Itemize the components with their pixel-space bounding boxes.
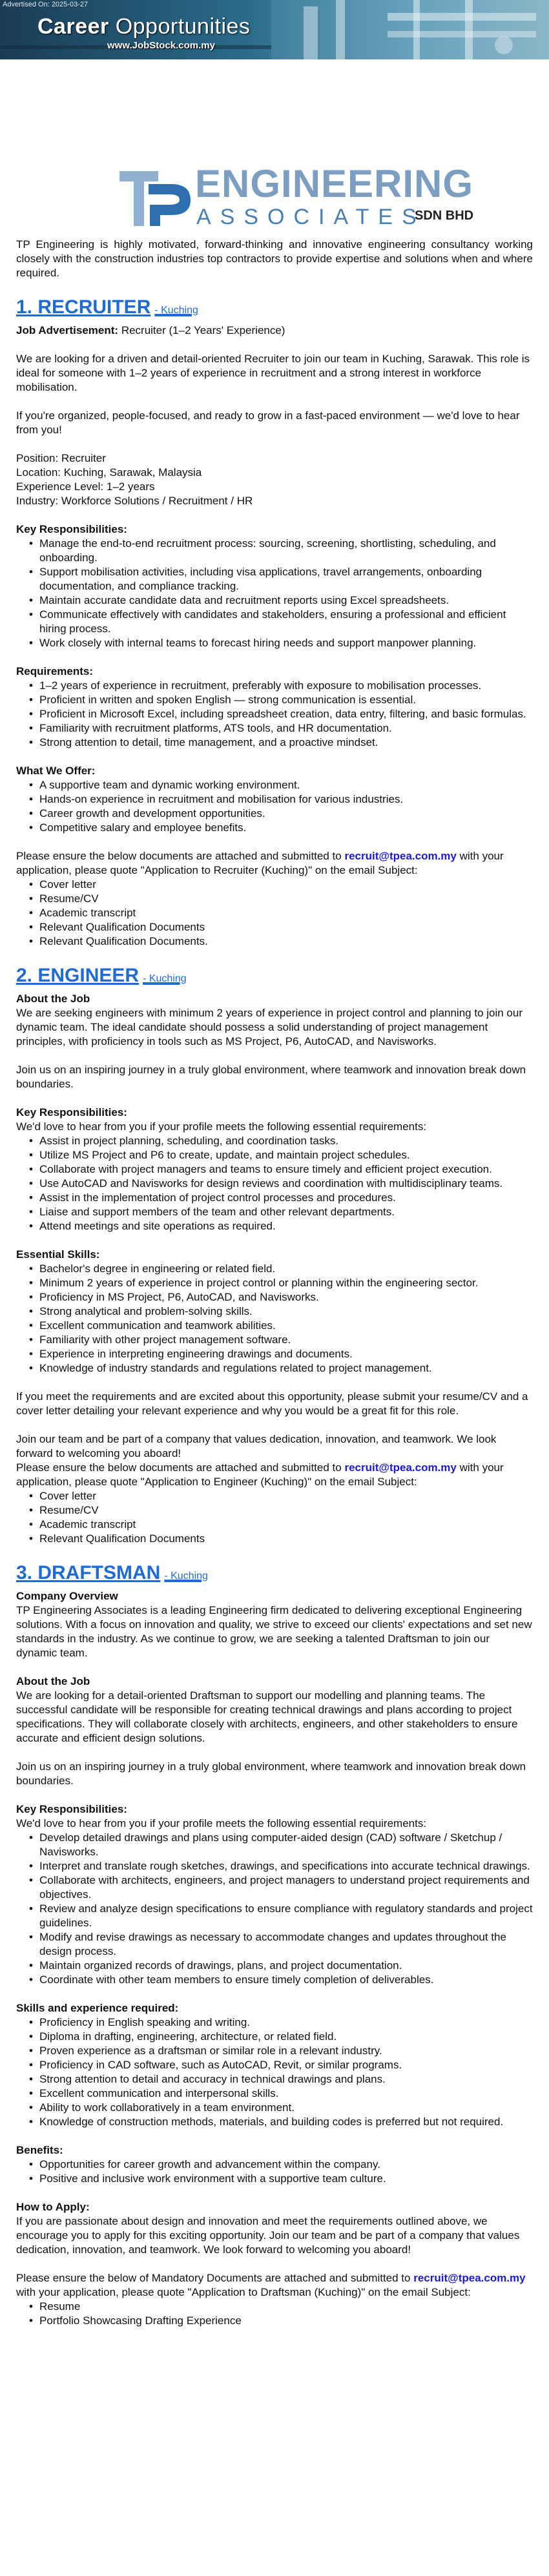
list-item: • Proficient in written and spoken English — strong communication is essential. xyxy=(29,693,533,707)
engineer-meet: If you meet the requirements and are excited about this opportunity, please submit your resume/CV and a cover letter detailing your relevant experience and why you would be a great fit for this role. xyxy=(16,1390,528,1417)
list-item: • Academic transcript xyxy=(29,906,533,920)
engineer-skills-list xyxy=(29,1262,533,1376)
list-item: • Knowledge of industry standards and regulations related to project management. xyxy=(29,1361,533,1376)
list-item: • Strong attention to detail and accuracy in technical drawings and plans. xyxy=(29,2072,533,2087)
list-item: • Positive and inclusive work environment with a supportive team culture. xyxy=(29,2172,533,2186)
engineer-resp-intro: We'd love to hear from you if your profile meets the following essential requirements: xyxy=(16,1120,427,1133)
draftsman-resp-head: Key Responsibilities: xyxy=(16,1803,127,1815)
list-item: • Collaborate with project managers and teams to ensure timely and efficient project execution. xyxy=(29,1162,533,1177)
recruiter-location-line: Location: Kuching, Sarawak, Malaysia xyxy=(16,466,202,479)
list-item: • Diploma in drafting, engineering, architecture, or related field. xyxy=(29,2030,533,2044)
email-link[interactable]: recruit@tpea.com.my xyxy=(344,1461,457,1474)
recruiter-location: - Kuching xyxy=(154,305,198,316)
list-item: • Work closely with internal teams to forecast hiring needs and support manpower planning. xyxy=(29,636,533,650)
recruiter-ad xyxy=(16,324,533,338)
list-item: • Portfolio Showcasing Drafting Experience xyxy=(29,2314,533,2328)
list-item: • Cover letter xyxy=(29,1489,533,1503)
list-item: • Resume/CV xyxy=(29,892,533,906)
engineer-join: Join our team and be part of a company that values dedication, innovation, and teamwork. We look forward to welcoming you aboard! xyxy=(16,1433,497,1459)
list-item: • Attend meetings and site operations as required. xyxy=(29,1219,533,1233)
recruiter-docs-list xyxy=(29,878,533,949)
company-logo xyxy=(116,162,478,229)
recruiter-experience: Experience Level: 1–2 years xyxy=(16,480,155,493)
list-item: • Utilize MS Project and P6 to create, update, and maintain project schedules. xyxy=(29,1148,533,1162)
ad-value: Recruiter (1–2 Years' Experience) xyxy=(121,324,285,336)
draftsman-benefits-head: Benefits: xyxy=(16,2144,63,2156)
recruiter-resp-list xyxy=(29,537,533,650)
logo-name: ENGINEERING xyxy=(195,162,474,205)
recruiter-p1: We are looking for a driven and detail-oriented Recruiter to join our team in Kuching, Sarawak. This role is ideal for someone with 1–2 years of experience in recruitment and a strong interest in workforce mobilisation. xyxy=(16,353,530,393)
list-item: • Proficient in Microsoft Excel, including spreadsheet creation, data entry, filtering, and basic formulas. xyxy=(29,707,533,721)
company-intro: TP Engineering is highly motivated, forward-thinking and innovative engineering consultancy working closely with the construction industries top contractors to provide expertise and solutions when and where required. xyxy=(16,238,533,279)
apply-text: Please ensure the below of Mandatory Documents are attached and submitted to xyxy=(16,2272,411,2284)
engineer-docs-list xyxy=(29,1489,533,1546)
apply-text: with your application, please quote "Application to Recruiter (Kuching)" on the email Subject: xyxy=(16,850,504,876)
engineer-apply xyxy=(16,1461,533,1489)
draftsman-benefits-list xyxy=(29,2158,533,2186)
engineer-resp-head: Key Responsibilities: xyxy=(16,1106,127,1118)
list-item: • Proficiency in English speaking and writing. xyxy=(29,2015,533,2030)
list-item: • Proven experience as a draftsman or similar role in a relevant industry. xyxy=(29,2044,533,2058)
banner-title-bold: Career xyxy=(37,14,109,39)
list-item: • Resume/CV xyxy=(29,1503,533,1518)
list-item: • Familiarity with other project management software. xyxy=(29,1333,533,1347)
list-item: • Excellent communication and interpersonal skills. xyxy=(29,2087,533,2101)
list-item: • Review and analyze design specifications to ensure compliance with regulatory standards and project guidelines. xyxy=(29,1902,533,1930)
banner-site-link[interactable]: www.JobStock.com.my xyxy=(107,40,215,51)
apply-text: Please ensure the below documents are attached and submitted to xyxy=(16,1461,342,1474)
engineer-about: We are seeking engineers with minimum 2 years of experience in project control and planning to join our dynamic team. The ideal candidate should possess a solid understanding of project management principles, with proficiency in tools such as MS Project, P6, AutoCAD, and Navisworks. xyxy=(16,1007,523,1047)
list-item: • Support mobilisation activities, including visa applications, travel arrangements, onboarding documentation, and compliance tracking. xyxy=(29,565,533,593)
list-item: • Coordinate with other team members to ensure timely completion of deliverables. xyxy=(29,1973,533,1987)
logo-sub: ASSOCIATES xyxy=(196,205,426,229)
advertised-date: Advertised On: 2025-03-27 xyxy=(3,1,88,8)
job-content xyxy=(16,238,533,2328)
recruiter-p2: If you're organized, people-focused, and ready to grow in a fast-paced environment — we'd love to hear from you! xyxy=(16,409,520,436)
list-item: • Strong analytical and problem-solving skills. xyxy=(29,1304,533,1319)
engineer-resp-list xyxy=(29,1134,533,1233)
draftsman-how-head: How to Apply: xyxy=(16,2201,90,2213)
list-item: • Proficiency in MS Project, P6, AutoCAD, and Navisworks. xyxy=(29,1290,533,1304)
draftsman-heading xyxy=(16,1560,533,1589)
apply-text: Please ensure the below documents are attached and submitted to xyxy=(16,850,342,862)
list-item: • Knowledge of construction methods, materials, and building codes is preferred but not required. xyxy=(29,2115,533,2129)
list-item: • Competitive salary and employee benefits. xyxy=(29,821,533,835)
engineer-skills-head: Essential Skills: xyxy=(16,1248,100,1261)
draftsman-journey: Join us on an inspiring journey in a truly global environment, where teamwork and innovation break down boundaries. xyxy=(16,1760,526,1787)
logo-sdn: SDN BHD xyxy=(415,209,474,223)
recruiter-req-list xyxy=(29,679,533,750)
recruiter-resp-head: Key Responsibilities: xyxy=(16,523,127,535)
draftsman-apply xyxy=(16,2271,533,2300)
list-item: • Experience in interpreting engineering drawings and documents. xyxy=(29,1347,533,1361)
list-item: • Maintain accurate candidate data and recruitment reports using Excel spreadsheets. xyxy=(29,593,533,608)
draftsman-skills-list xyxy=(29,2015,533,2129)
list-item: • Excellent communication and teamwork abilities. xyxy=(29,1319,533,1333)
list-item: • Academic transcript xyxy=(29,1518,533,1532)
draftsman-company: TP Engineering Associates is a leading Engineering firm dedicated to delivering exceptional Engineering solutions. With a focus on innovation and quality, we strive to exceed our clients' expectations and set new standards in the industry. As we continue to grow, we are seeking a talented Draftsman to join our dynamic team. xyxy=(16,1604,532,1659)
email-link[interactable]: recruit@tpea.com.my xyxy=(344,850,457,862)
list-item: • Strong attention to detail, time management, and a proactive mindset. xyxy=(29,736,533,750)
list-item: • Develop detailed drawings and plans using computer-aided design (CAD) software / Sketchup / Navisworks. xyxy=(29,1831,533,1859)
draftsman-about-head: About the Job xyxy=(16,1675,90,1687)
apply-text: with your application, please quote "Application to Engineer (Kuching)" on the email Subject: xyxy=(16,1461,504,1488)
career-banner xyxy=(0,0,549,59)
draftsman-skills-head: Skills and experience required: xyxy=(16,2002,179,2014)
draftsman-title: 3. DRAFTSMAN xyxy=(16,1562,161,1583)
engineer-about-head: About the Job xyxy=(16,993,90,1005)
engineer-title: 2. ENGINEER xyxy=(16,965,140,986)
recruiter-industry: Industry: Workforce Solutions / Recruitment / HR xyxy=(16,495,253,507)
draftsman-resp-list xyxy=(29,1831,533,1987)
list-item: • Relevant Qualification Documents xyxy=(29,1532,533,1546)
apply-text: with your application, please quote "Application to Draftsman (Kuching)" on the email Subject: xyxy=(16,2286,471,2298)
email-link[interactable]: recruit@tpea.com.my xyxy=(413,2272,526,2284)
list-item: • Hands-on experience in recruitment and mobilisation for various industries. xyxy=(29,792,533,807)
recruiter-apply xyxy=(16,849,533,878)
draftsman-resp-intro: We'd love to hear from you if your profile meets the following essential requirements: xyxy=(16,1817,427,1829)
engineer-heading xyxy=(16,963,533,992)
draftsman-location: - Kuching xyxy=(164,1571,208,1582)
list-item: • Use AutoCAD and Navisworks for design reviews and coordination with multidisciplinary teams. xyxy=(29,1177,533,1191)
recruiter-offer-list xyxy=(29,778,533,835)
list-item: • Relevant Qualification Documents xyxy=(29,920,533,934)
draftsman-about: We are looking for a detail-oriented Draftsman to support our modelling and planning teams. The successful candidate will be responsible for creating technical drawings and plans according to project specifications. They will collaborate closely with architects, engineers, and other stakeholders to ensure accurate and efficient design solutions. xyxy=(16,1689,518,1744)
list-item: • Relevant Qualification Documents. xyxy=(29,934,533,949)
draftsman-how: If you are passionate about design and innovation and meet the requirements outlined above, we encourage you to apply for this exciting opportunity. Join our team and be part of a company that values dedication, innovation, and teamwork. We look forward to welcoming you aboard! xyxy=(16,2215,520,2256)
list-item: • 1–2 years of experience in recruitment, preferably with exposure to mobilisation processes. xyxy=(29,679,533,693)
list-item: • Assist in project planning, scheduling, and coordination tasks. xyxy=(29,1134,533,1148)
recruiter-req-head: Requirements: xyxy=(16,665,94,677)
list-item: • Assist in the implementation of project control processes and procedures. xyxy=(29,1191,533,1205)
draftsman-company-head: Company Overview xyxy=(16,1590,118,1602)
list-item: • A supportive team and dynamic working environment. xyxy=(29,778,533,792)
list-item: • Maintain organized records of drawings, plans, and project documentation. xyxy=(29,1959,533,1973)
list-item: • Familiarity with recruitment platforms, ATS tools, and HR documentation. xyxy=(29,721,533,736)
recruiter-heading xyxy=(16,294,533,324)
list-item: • Cover letter xyxy=(29,878,533,892)
banner-title xyxy=(37,14,250,39)
list-item: • Ability to work collaboratively in a team environment. xyxy=(29,2101,533,2115)
list-item: • Collaborate with architects, engineers, and project managers to understand project requirements and objectives. xyxy=(29,1873,533,1902)
tp-logo-mark-icon xyxy=(116,165,194,229)
recruiter-offer-head: What We Offer: xyxy=(16,765,96,777)
recruiter-title: 1. RECRUITER xyxy=(16,296,151,318)
recruiter-position: Position: Recruiter xyxy=(16,452,106,464)
ad-label: Job Advertisement: xyxy=(16,324,119,336)
list-item: • Liaise and support members of the team and other relevant departments. xyxy=(29,1205,533,1219)
list-item: • Communicate effectively with candidates and stakeholders, ensuring a professional and efficient hiring process. xyxy=(29,608,533,636)
list-item: • Bachelor's degree in engineering or related field. xyxy=(29,1262,533,1276)
list-item: • Interpret and translate rough sketches, drawings, and specifications into accurate technical drawings. xyxy=(29,1859,533,1873)
list-item: • Opportunities for career growth and advancement within the company. xyxy=(29,2158,533,2172)
list-item: • Resume xyxy=(29,2300,533,2314)
list-item: • Minimum 2 years of experience in project control or planning within the engineering sector. xyxy=(29,1276,533,1290)
banner-title-light: Opportunities xyxy=(115,14,251,39)
engineer-location: - Kuching xyxy=(143,973,187,984)
list-item: • Career growth and development opportunities. xyxy=(29,807,533,821)
engineer-journey: Join us on an inspiring journey in a truly global environment, where teamwork and innovation break down boundaries. xyxy=(16,1064,526,1090)
list-item: • Manage the end-to-end recruitment process: sourcing, screening, shortlisting, scheduling, and onboarding. xyxy=(29,537,533,565)
list-item: • Proficiency in CAD software, such as AutoCAD, Revit, or similar programs. xyxy=(29,2058,533,2072)
draftsman-docs-list xyxy=(29,2300,533,2328)
list-item: • Modify and revise drawings as necessary to accommodate changes and updates throughout the design process. xyxy=(29,1930,533,1959)
